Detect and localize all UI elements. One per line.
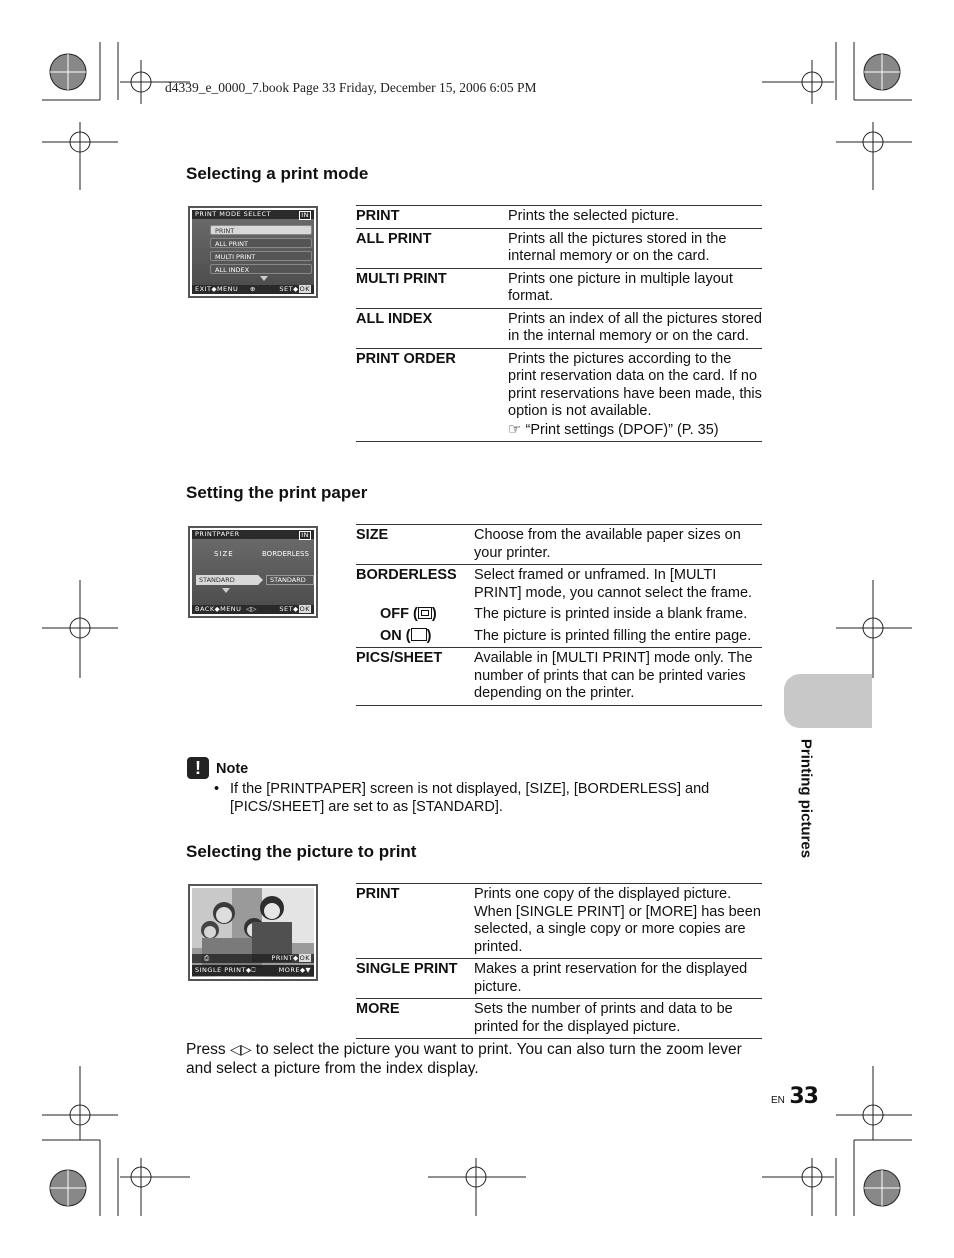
left-right-arrows-icon: ◁▷ [229,1041,252,1057]
section-title-picture: Selecting the picture to print [186,842,417,861]
row-key: BORDERLESS [356,567,457,583]
down-button-icon: ▼ [305,966,311,974]
screen-single-print: SINGLE PRINT [195,966,246,974]
table-row [356,959,762,999]
table-row [356,348,762,442]
screen-footer-left: BACK [195,605,215,613]
dpad-icon: ◁▷ [246,605,257,613]
note-icon: ! [187,757,209,779]
screen-footer-right: SET [279,605,294,613]
table-row [356,565,762,605]
frame-icon: ⎕ [251,966,256,974]
row-desc: Sets the number of prints and data to be printed for the displayed picture. [474,1001,733,1035]
screen-footer-right: SET [279,285,294,293]
ok-key-label: OK [299,605,310,613]
table-row [356,626,762,648]
row-key: PRINT [356,886,400,902]
screen-item: PRINT [210,225,312,235]
row-key-end: ) [431,606,437,622]
note-text: If the [PRINTPAPER] screen is not displayed, [SIZE], [BORDERLESS] and [PICS/SHEET] are set to as [STANDARD]. [230,781,710,815]
section-title-print-mode: Selecting a print mode [186,164,369,183]
print-paper-screen: PRINTPAPER IN SIZE BORDERLESS STANDARD STANDARD BACK◆MENU ◁▷ SET◆OK [188,526,318,618]
table-row [356,525,762,565]
scroll-down-icon [222,588,230,593]
language-code: EN [771,1095,785,1106]
table-row [356,206,762,229]
row-desc: Available in [MULTI PRINT] mode only. The number of prints that can be printed varies depending on the printer. [474,650,753,701]
screen-more: MORE [278,966,300,974]
print-mode-screen: PRINT MODE SELECT IN PRINT ALL PRINT MULTI PRINT ALL INDEX EXIT◆MENU ⊕ SET◆OK [188,206,318,298]
ok-key-label: OK [299,954,310,962]
table-row [356,604,762,626]
dpad-icon: ⊕ [250,285,256,293]
row-desc: Prints one picture in multiple layout format. [508,270,733,304]
row-key: MULTI PRINT [356,270,447,287]
file-header: d4339_e_0000_7.book Page 33 Friday, December 15, 2006 6:05 PM [165,80,537,95]
memory-badge: IN [301,531,309,539]
row-desc: Prints the pictures according to the print reservation data on the card. If no print reservations have been made, this option is not available. [508,350,762,419]
screen-item: ALL PRINT [210,238,312,248]
row-key: ON ( [380,627,411,644]
picture-table [356,883,762,1039]
screen-print-label: PRINT [271,954,294,962]
row-key: ALL INDEX [356,310,433,327]
chapter-tab [784,674,872,728]
row-desc: Prints one copy of the displayed picture. When [SINGLE PRINT] or [MORE] has been selected, a single copy or more copies are printed. [474,886,761,955]
print-paper-table [356,524,762,706]
size-value: STANDARD [196,575,258,585]
borderless-label: BORDERLESS [262,550,309,558]
bullet-icon: • [214,781,220,797]
memory-badge: IN [301,211,309,219]
row-key: PRINT ORDER [356,350,456,367]
screen-item: ALL INDEX [210,264,312,274]
page-number-value: 33 [789,1084,818,1109]
table-row [356,308,762,348]
screen-item: MULTI PRINT [210,251,312,261]
ok-key-label: OK [299,285,310,293]
menu-key-label: MENU [216,285,239,293]
table-row [356,884,762,959]
table-row [356,228,762,268]
row-key: SIZE [356,527,389,543]
chapter-label: Printing pictures [797,738,815,859]
row-key: PRINT [356,208,400,224]
row-desc: Makes a print reservation for the displayed picture. [474,961,748,995]
note-bullet [214,781,774,816]
row-desc: Select framed or unframed. In [MULTI PRINT] mode, you cannot select the frame. [474,567,753,601]
row-key: OFF ( [380,606,418,622]
para-rest: to select the picture you want to print. You can also turn the zoom lever and select a picture from the index display. [186,1041,742,1077]
instruction-paragraph [186,1040,766,1078]
scroll-down-icon [260,276,268,281]
section-title-print-paper: Setting the print paper [186,483,368,502]
table-row [356,648,762,706]
row-desc: Prints an index of all the pictures stored in the internal memory or on the card. [508,310,762,344]
size-label: SIZE [214,550,234,558]
para-start: Press [186,1041,226,1058]
arrow-right-icon [258,575,263,585]
row-desc: Prints all the pictures stored in the internal memory or on the card. [508,230,727,264]
print-icon: ⎙ [204,954,210,962]
table-row [356,999,762,1039]
picture-screen: ⎙ PRINT◆OK SINGLE PRINT◆⎕ MORE◆▼ [188,884,318,981]
borderless-value: STANDARD [266,575,314,585]
row-desc: The picture is printed inside a blank frame. [474,606,748,622]
pointing-hand-icon: ☞ [508,420,522,438]
framed-icon [418,607,432,619]
screen-title: PRINTPAPER [195,530,240,538]
row-key-end: ) [426,627,432,644]
row-key: MORE [356,1001,400,1017]
row-key: SINGLE PRINT [356,961,458,977]
row-desc: Choose from the available paper sizes on your printer. [474,527,741,561]
row-desc: Prints the selected picture. [508,208,679,224]
page-reference: “Print settings (DPOF)” (P. 35) [525,421,719,438]
screen-footer-left: EXIT [195,285,212,293]
unframed-icon [411,628,427,641]
print-mode-table [356,205,762,442]
row-key: PICS/SHEET [356,650,443,666]
page-number [771,1084,818,1109]
table-row [356,268,762,308]
note-title: Note [216,761,249,777]
screen-title: PRINT MODE SELECT [195,210,272,218]
menu-key-label: MENU [220,605,242,613]
row-key: ALL PRINT [356,230,432,247]
row-desc: The picture is printed filling the entire page. [474,627,752,644]
